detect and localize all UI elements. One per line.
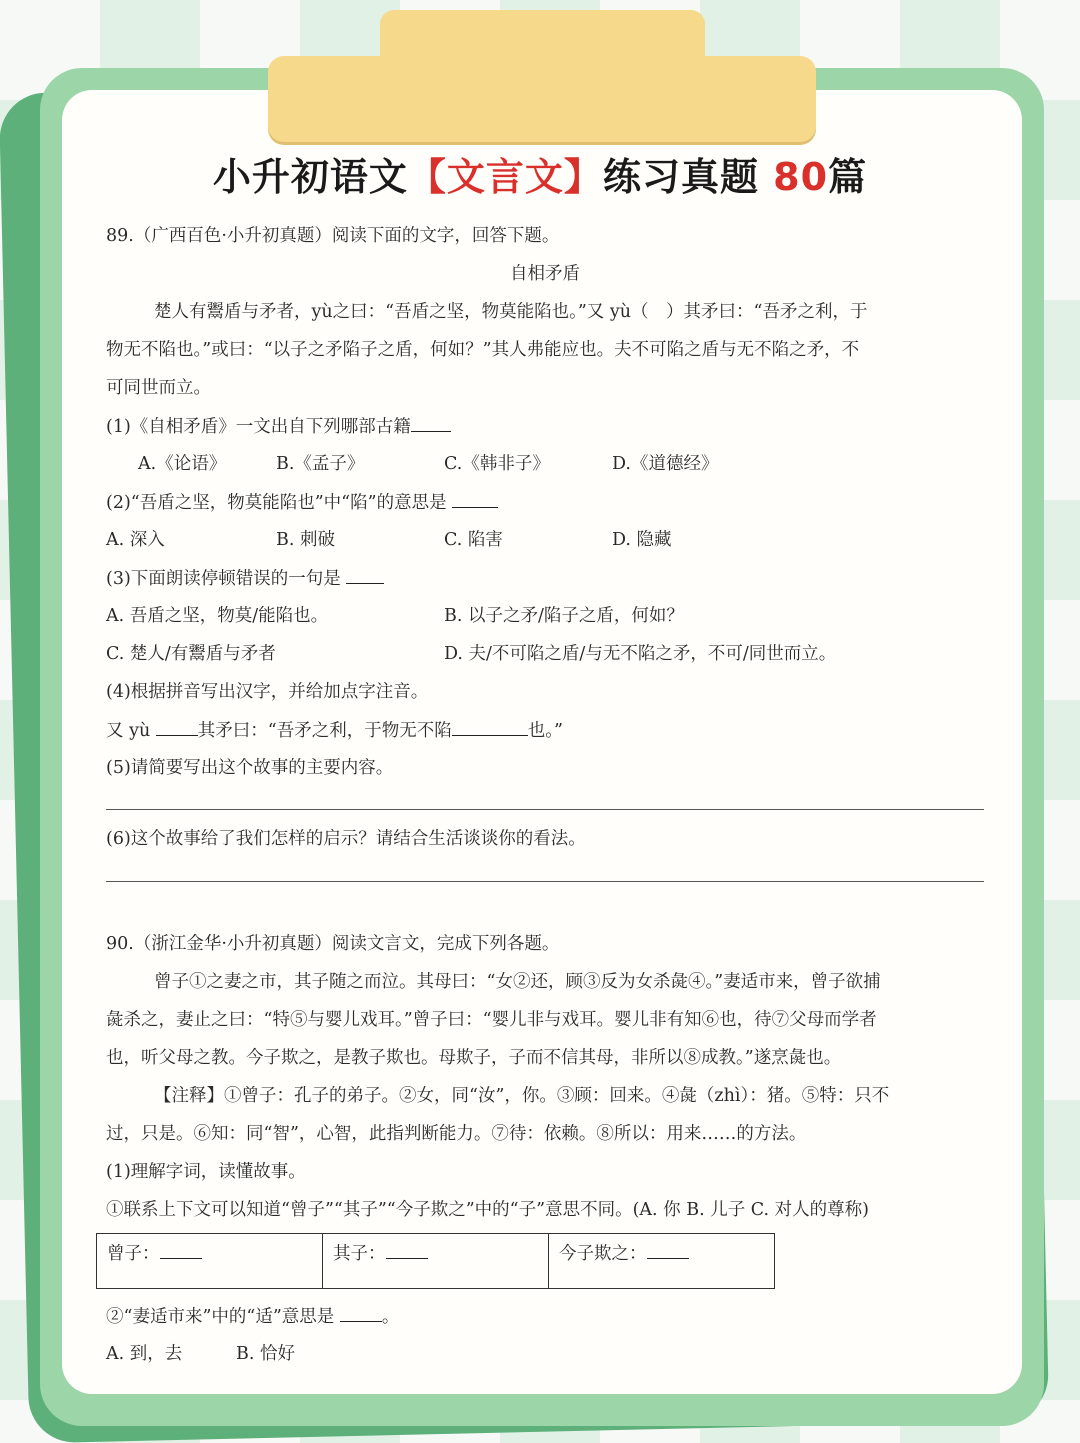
answer-blank[interactable] [386,1242,428,1259]
answer-blank[interactable] [346,567,384,584]
page-title: 小升初语文【文言文】练习真题 80篇 [212,155,868,199]
answer-blank[interactable] [452,719,528,736]
q89-sub3-option-b: B. 以子之矛/陷子之盾，何如？ [444,606,684,626]
answer-blank[interactable] [156,719,198,736]
q90-sub1-q1: ①联系上下文可以知道“曾子”“其子”“今子欺之”中的“子”意思不同。(A. 你 B. 儿子 C. 对人的尊称) [106,1200,869,1220]
q89-sub3-option-c: C. 楚人/有鬻盾与矛者 [106,644,276,664]
q89-sub3-option-d: D. 夫/不可陷之盾/与无不陷之矛，不可/同世而立。 [444,644,837,664]
q89-sub1-option-d: D.《道德经》 [612,454,719,474]
q90-notes-line: 【注释】①曾子：孔子的弟子。②女，同“汝”，你。③顾：回来。④彘（zhì）：猪。⑤特：只不 [154,1086,890,1106]
q89-sub3-stem: (3)下面朗读停顿错误的一句是 [106,567,384,590]
q90-passage-line: 彘杀之，妻止之曰：“特⑤与婴儿戏耳。”曾子曰：“婴儿非与戏耳。婴儿非有知⑥也，待⑦父母而学者 [106,1010,877,1030]
q89-sub1-option-b: B.《孟子》 [276,454,365,474]
table-cell[interactable]: 曾子： [97,1234,323,1289]
q89-sub2-option-c: C. 陷害 [444,530,503,550]
q90-sub1-q2-option-b: B. 恰好 [236,1344,295,1364]
q89-passage-title: 自相矛盾 [510,264,580,284]
q89-sub4-line: 又 yù 其矛曰：“吾矛之利，于物无不陷 也。” [106,721,563,741]
q89-sub2-option-d: D. 隐藏 [612,530,672,550]
q89-sub1-option-a: A.《论语》 [138,454,227,474]
answer-line[interactable] [106,881,984,882]
table-cell[interactable]: 其子： [323,1234,549,1289]
q89-sub6-stem: (6)这个故事给了我们怎样的启示？请结合生活谈谈你的看法。 [106,829,586,849]
table-cell[interactable]: 今子欺之： [549,1234,775,1289]
q89-sub1-stem: (1)《自相矛盾》一文出自下列哪部古籍 [106,415,451,438]
q89-sub1-option-c: C.《韩非子》 [444,454,550,474]
q90-sub1-q2: ②“妻适市来”中的“适”意思是 。 [106,1307,400,1327]
answer-table [96,1233,775,1289]
q90-notes-line: 过，只是。⑥知：同“智”，心智，此指判断能力。⑦待：依赖。⑧所以：用来……的方法。 [106,1124,807,1144]
q90-header: 90.（浙江金华·小升初真题）阅读文言文，完成下列各题。 [106,934,560,954]
q89-sub2-stem: (2)“吾盾之坚，物莫能陷也”中“陷”的意思是 [106,491,498,514]
q90-passage-line: 曾子①之妻之市，其子随之而泣。其母曰：“女②还，顾③反为女杀彘④。”妻适市来，曾子欲捕 [154,972,881,992]
answer-blank[interactable] [340,1305,382,1322]
q90-sub1-q2-option-a: A. 到，去 [106,1344,183,1364]
q89-sub4-stem: (4)根据拼音写出汉字，并给加点字注音。 [106,682,429,702]
answer-blank[interactable] [647,1242,689,1259]
q89-passage-line: 楚人有鬻盾与矛者，yù之曰：“吾盾之坚，物莫能陷也。”又 yù（ ）其矛曰：“吾矛之利，于 [154,302,868,322]
q89-sub2-option-b: B. 刺破 [276,530,335,550]
answer-blank[interactable] [411,415,451,432]
answer-blank[interactable] [452,491,498,508]
q90-passage-line: 也，听父母之教。今子欺之，是教子欺也。母欺子，子而不信其母，非所以⑧成教。”遂烹彘也。 [106,1048,842,1068]
q89-passage-line: 可同世而立。 [106,378,211,398]
q89-passage-line: 物无不陷也。”或曰：“以子之矛陷子之盾，何如？”其人弗能应也。夫不可陷之盾与无不陷之矛，不 [106,340,860,360]
q89-sub3-option-a: A. 吾盾之坚，物莫/能陷也。 [106,606,329,626]
answer-line[interactable] [106,809,984,810]
answer-blank[interactable] [160,1242,202,1259]
q89-header: 89.（广西百色·小升初真题）阅读下面的文字，回答下题。 [106,226,560,246]
q90-sub1-stem: (1)理解字词，读懂故事。 [106,1162,306,1182]
folder-tab [268,56,816,142]
q89-sub5-stem: (5)请简要写出这个故事的主要内容。 [106,758,394,778]
q89-sub2-option-a: A. 深入 [106,530,165,550]
